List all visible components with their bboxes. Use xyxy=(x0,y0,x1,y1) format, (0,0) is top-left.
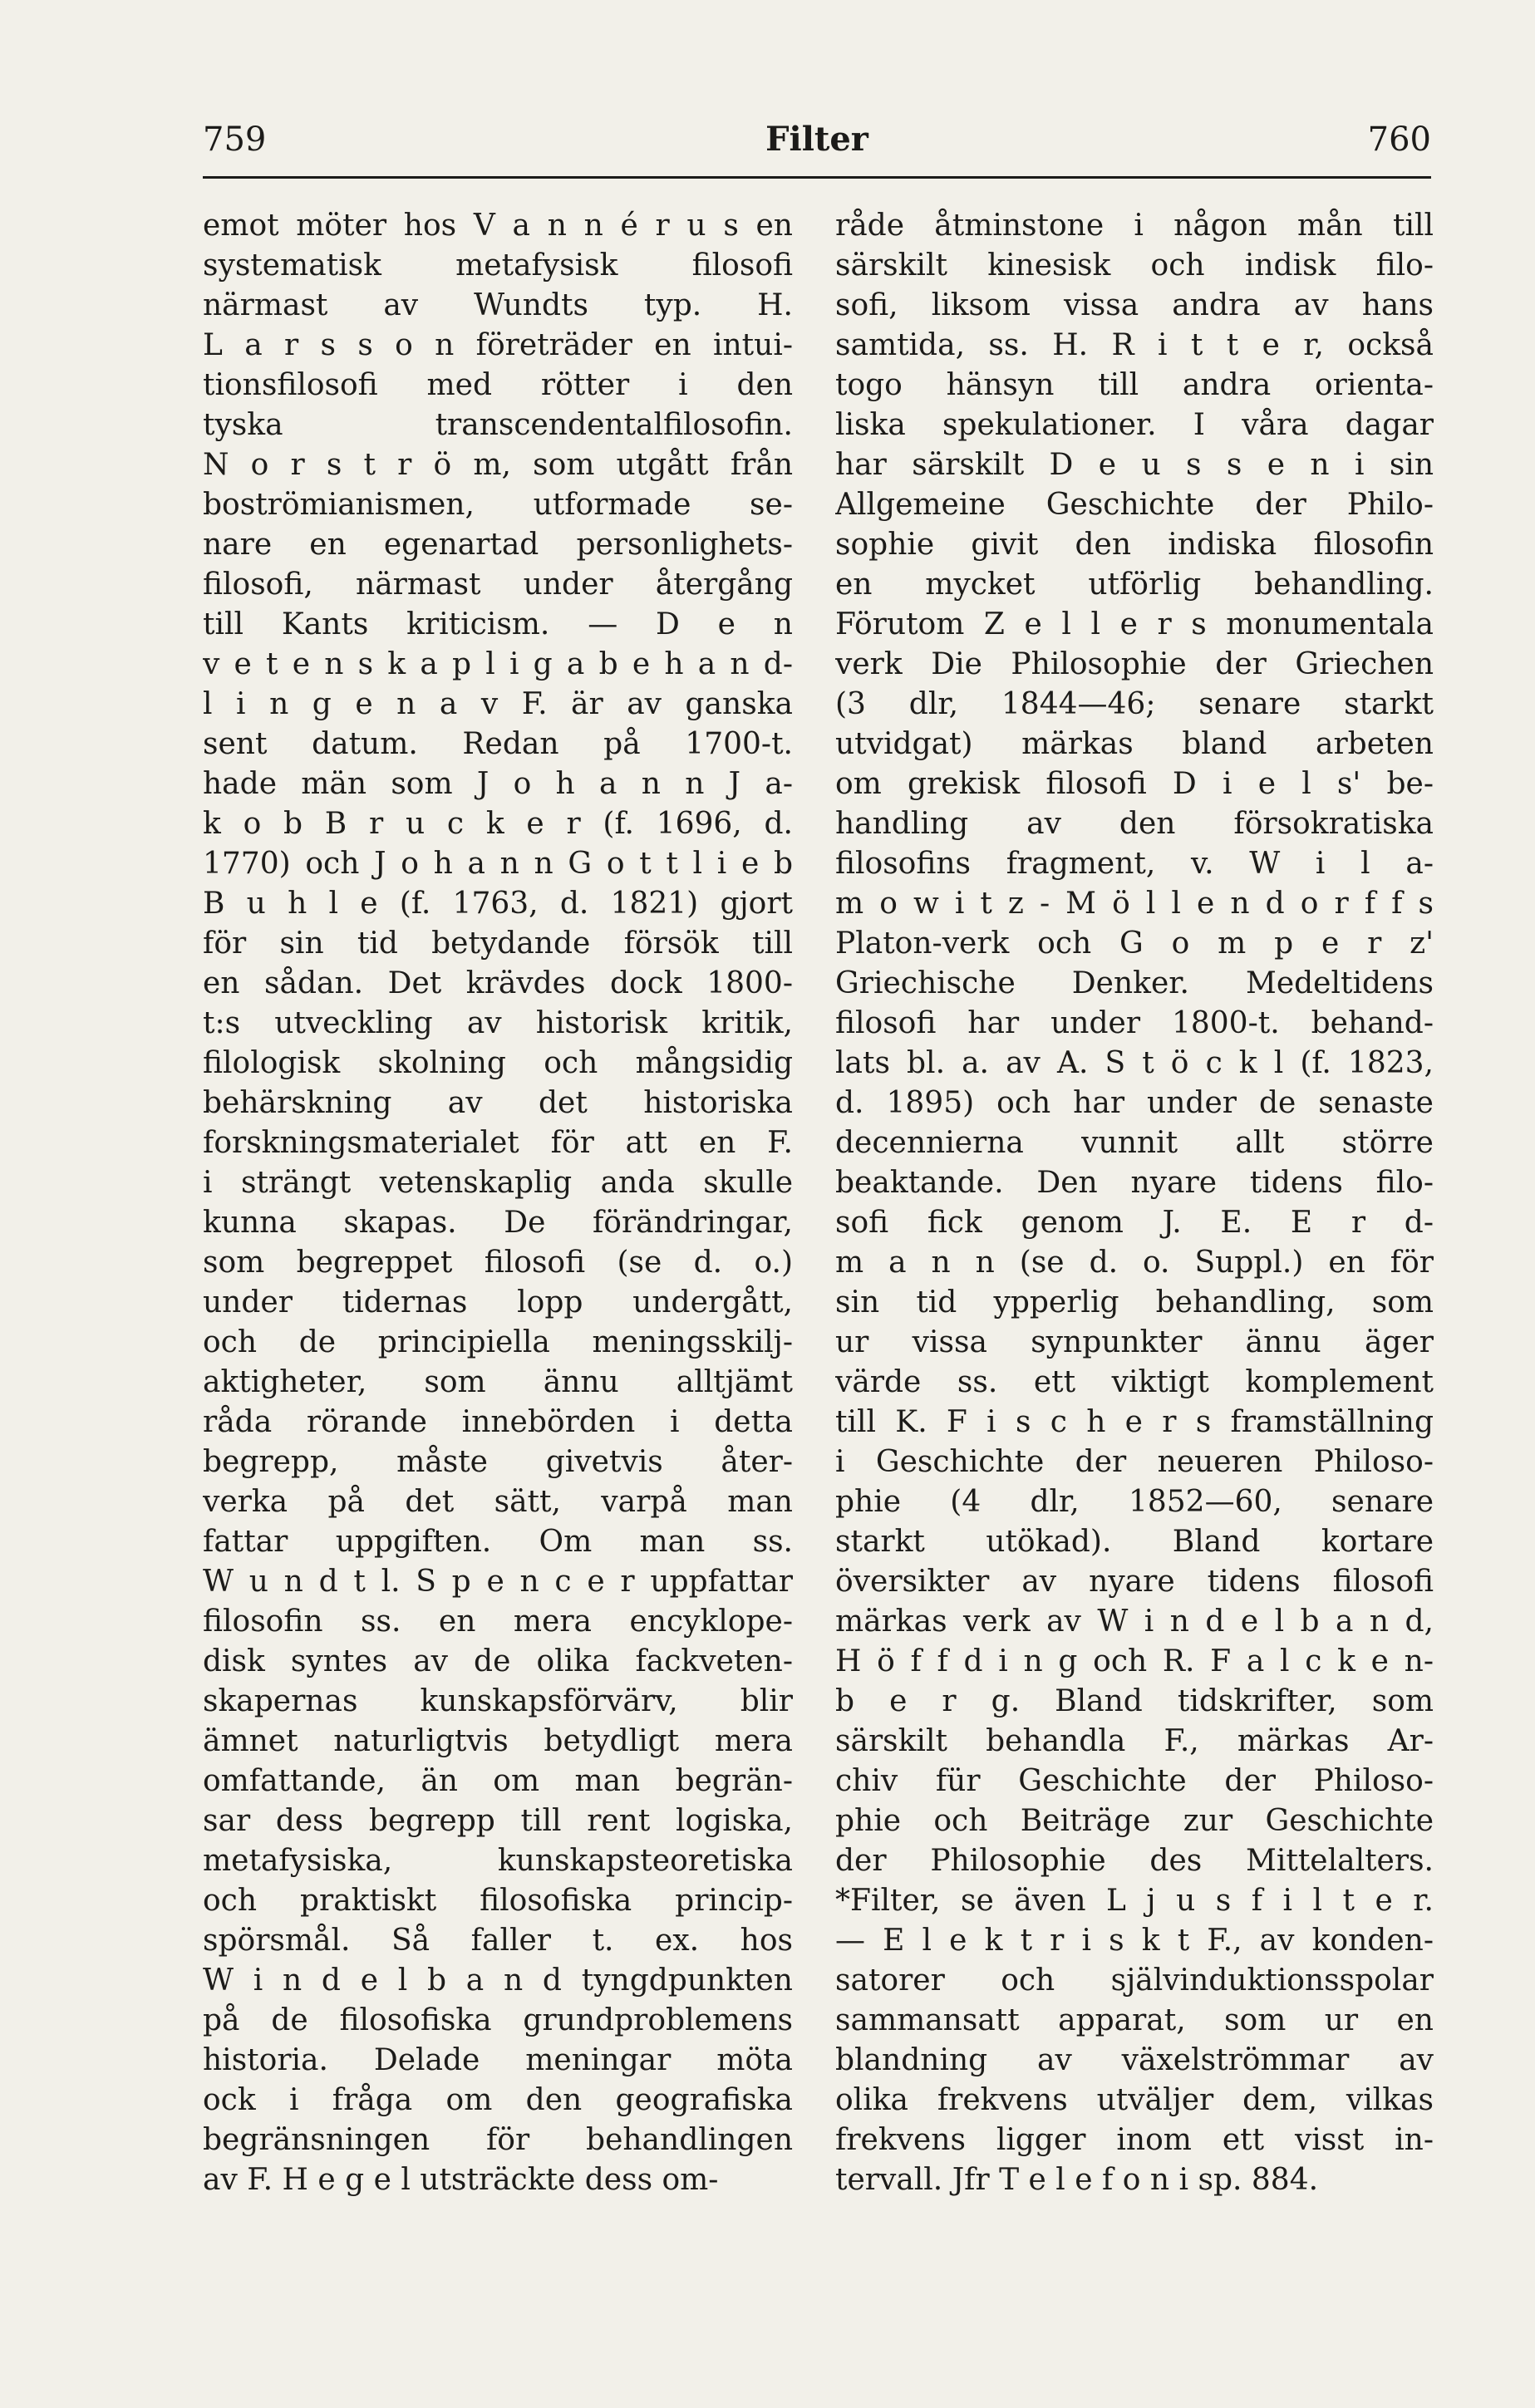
text-line: hade män som J o h a n n J a- xyxy=(203,767,793,801)
text-line: filologisk skolning och mångsidig xyxy=(203,1046,793,1080)
text-line: W i n d e l b a n d tyngdpunkten xyxy=(203,1963,793,1998)
text-line: historia. Delade meningar möta xyxy=(203,2043,793,2077)
text-line: till K. F i s c h e r s framställning xyxy=(835,1405,1434,1439)
text-line: chiv für Geschichte der Philoso- xyxy=(835,1764,1434,1798)
text-line: v e t e n s k a p l i g a b e h a n d- xyxy=(203,647,793,681)
text-line: tionsfilosofi med rötter i den xyxy=(203,368,793,402)
text-line: filosofi, närmast under återgång xyxy=(203,568,793,602)
text-line: har särskilt D e u s s e n i sin xyxy=(835,448,1434,482)
text-line: ämnet naturligtvis betydligt mera xyxy=(203,1724,793,1758)
text-line: samtida, ss. H. R i t t e r, också xyxy=(835,328,1434,362)
text-line: behärskning av det historiska xyxy=(203,1086,793,1120)
text-line: sofi fick genom J. E. E r d- xyxy=(835,1206,1434,1240)
text-line: blandning av växelströmmar av xyxy=(835,2043,1434,2077)
text-line: l i n g e n a v F. är av ganska xyxy=(203,687,793,721)
text-line: sofi, liksom vissa andra av hans xyxy=(835,288,1434,322)
text-line: satorer och självinduktionsspolar xyxy=(835,1963,1434,1998)
text-line: *Filter, se även L j u s f i l t e r. xyxy=(835,1884,1434,1918)
text-line: frekvens ligger inom ett visst in- xyxy=(835,2123,1434,2157)
text-line: m a n n (se d. o. Suppl.) en för xyxy=(835,1246,1434,1280)
text-line: t:s utveckling av historisk kritik, xyxy=(203,1006,793,1040)
text-line: Förutom Z e l l e r s monumentala xyxy=(835,607,1434,641)
text-line: särskilt behandla F., märkas Ar- xyxy=(835,1724,1434,1758)
text-line: Griechische Denker. Medeltidens xyxy=(835,966,1434,1000)
text-line: märkas verk av W i n d e l b a n d, xyxy=(835,1605,1434,1639)
page-header xyxy=(203,115,1431,165)
text-line: togo hänsyn till andra orienta- xyxy=(835,368,1434,402)
text-line: boströmianismen, utformade se- xyxy=(203,488,793,522)
text-line: till Kants kriticism. — D e n xyxy=(203,607,793,641)
text-line: 1770) och J o h a n n G o t t l i e b xyxy=(203,847,793,881)
text-line: b e r g. Bland tidskrifter, som xyxy=(835,1684,1434,1718)
text-line: der Philosophie des Mittelalters. xyxy=(835,1844,1434,1878)
text-line: sar dess begrepp till rent logiska, xyxy=(203,1804,793,1838)
text-line: m o w i t z - M ö l l e n d o r f f s xyxy=(835,887,1434,921)
right-column xyxy=(835,206,1434,2200)
text-line: Allgemeine Geschichte der Philo- xyxy=(835,488,1434,522)
text-line: emot möter hos V a n n é r u s en xyxy=(203,209,793,243)
text-line: tervall. Jfr T e l e f o n i sp. 884. xyxy=(835,2163,1319,2197)
text-line: på de filosofiska grundproblemens xyxy=(203,2003,793,2037)
text-line: filosofin ss. en mera encyklope- xyxy=(203,1605,793,1639)
text-line: Platon-verk och G o m p e r z' xyxy=(835,926,1434,961)
page-title: Filter xyxy=(765,120,868,159)
text-line: tyska transcendentalfilosofin. xyxy=(203,408,793,442)
text-line: phie (4 dlr, 1852—60, senare xyxy=(835,1485,1434,1519)
text-line: verk Die Philosophie der Griechen xyxy=(835,647,1434,681)
text-line: forskningsmaterialet för att en F. xyxy=(203,1126,793,1160)
text-line: särskilt kinesisk och indisk filo- xyxy=(835,248,1434,283)
text-line: L a r s s o n företräder en intui- xyxy=(203,328,793,362)
text-line: utvidgat) märkas bland arbeten xyxy=(835,727,1434,761)
text-line: i strängt vetenskaplig anda skulle xyxy=(203,1166,793,1200)
text-line: omfattande, än om man begrän- xyxy=(203,1764,793,1798)
text-line: — E l e k t r i s k t F., av konden- xyxy=(835,1924,1434,1958)
text-line: råda rörande innebörden i detta xyxy=(203,1405,793,1439)
text-line: k o b B r u c k e r (f. 1696, d. xyxy=(203,807,793,841)
text-line: översikter av nyare tidens filosofi xyxy=(835,1565,1434,1599)
left-column xyxy=(203,206,793,2200)
text-line: disk syntes av de olika fackveten- xyxy=(203,1644,793,1678)
text-line: N o r s t r ö m, som utgått från xyxy=(203,448,793,482)
text-line: värde ss. ett viktigt komplement xyxy=(835,1365,1434,1399)
text-line: för sin tid betydande försök till xyxy=(203,926,793,961)
text-line: under tidernas lopp undergått, xyxy=(203,1285,793,1319)
text-line: B u h l e (f. 1763, d. 1821) gjort xyxy=(203,887,793,921)
text-line: d. 1895) och har under de senaste xyxy=(835,1086,1434,1120)
header-rule xyxy=(203,176,1431,179)
text-line: aktigheter, som ännu alltjämt xyxy=(203,1365,793,1399)
text-line: en mycket utförlig behandling. xyxy=(835,568,1434,602)
text-line: W u n d t l. S p e n c e r uppfattar xyxy=(203,1565,793,1599)
text-line: decennierna vunnit allt större xyxy=(835,1126,1434,1160)
text-line: filosofi har under 1800-t. behand- xyxy=(835,1006,1434,1040)
text-line: skapernas kunskapsförvärv, blir xyxy=(203,1684,793,1718)
text-line: sent datum. Redan på 1700-t. xyxy=(203,727,793,761)
text-line: om grekisk filosofi D i e l s' be- xyxy=(835,767,1434,801)
text-line: begränsningen för behandlingen xyxy=(203,2123,793,2157)
text-line: en sådan. Det krävdes dock 1800- xyxy=(203,966,793,1000)
text-line: olika frekvens utväljer dem, vilkas xyxy=(835,2083,1434,2117)
text-line: metafysiska, kunskapsteoretiska xyxy=(203,1844,793,1878)
text-line: ock i fråga om den geografiska xyxy=(203,2083,793,2117)
text-line: fattar uppgiften. Om man ss. xyxy=(203,1525,793,1559)
page-number-right: 760 xyxy=(1367,120,1431,159)
text-line: phie och Beiträge zur Geschichte xyxy=(835,1804,1434,1838)
text-line: lats bl. a. av A. S t ö c k l (f. 1823, xyxy=(835,1046,1434,1080)
text-line: och praktiskt filosofiska princip- xyxy=(203,1884,793,1918)
text-line: ur vissa synpunkter ännu äger xyxy=(835,1325,1434,1359)
text-line: starkt utökad). Bland kortare xyxy=(835,1525,1434,1559)
text-line: systematisk metafysisk filosofi xyxy=(203,248,793,283)
text-line: handling av den försokratiska xyxy=(835,807,1434,841)
page-number-left: 759 xyxy=(203,120,267,159)
text-line: sin tid ypperlig behandling, som xyxy=(835,1285,1434,1319)
text-line: kunna skapas. De förändringar, xyxy=(203,1206,793,1240)
text-line: råde åtminstone i någon mån till xyxy=(835,209,1434,243)
text-line: H ö f f d i n g och R. F a l c k e n- xyxy=(835,1644,1434,1678)
text-line: begrepp, måste givetvis åter- xyxy=(203,1445,793,1479)
text-line: sophie givit den indiska filosofin xyxy=(835,528,1434,562)
text-line: som begreppet filosofi (se d. o.) xyxy=(203,1246,793,1280)
text-line: liska spekulationer. I våra dagar xyxy=(835,408,1434,442)
text-line: av F. H e g e l utsträckte dess om- xyxy=(203,2163,719,2197)
text-line: verka på det sätt, varpå man xyxy=(203,1485,793,1519)
text-line: närmast av Wundts typ. H. xyxy=(203,288,793,322)
text-line: spörsmål. Så faller t. ex. hos xyxy=(203,1924,793,1958)
text-line: beaktande. Den nyare tidens filo- xyxy=(835,1166,1434,1200)
text-line: och de principiella meningsskilj- xyxy=(203,1325,793,1359)
text-line: nare en egenartad personlighets- xyxy=(203,528,793,562)
text-line: filosofins fragment, v. W i l a- xyxy=(835,847,1434,881)
text-line: (3 dlr, 1844—46; senare starkt xyxy=(835,687,1434,721)
text-line: i Geschichte der neueren Philoso- xyxy=(835,1445,1434,1479)
text-line: sammansatt apparat, som ur en xyxy=(835,2003,1434,2037)
